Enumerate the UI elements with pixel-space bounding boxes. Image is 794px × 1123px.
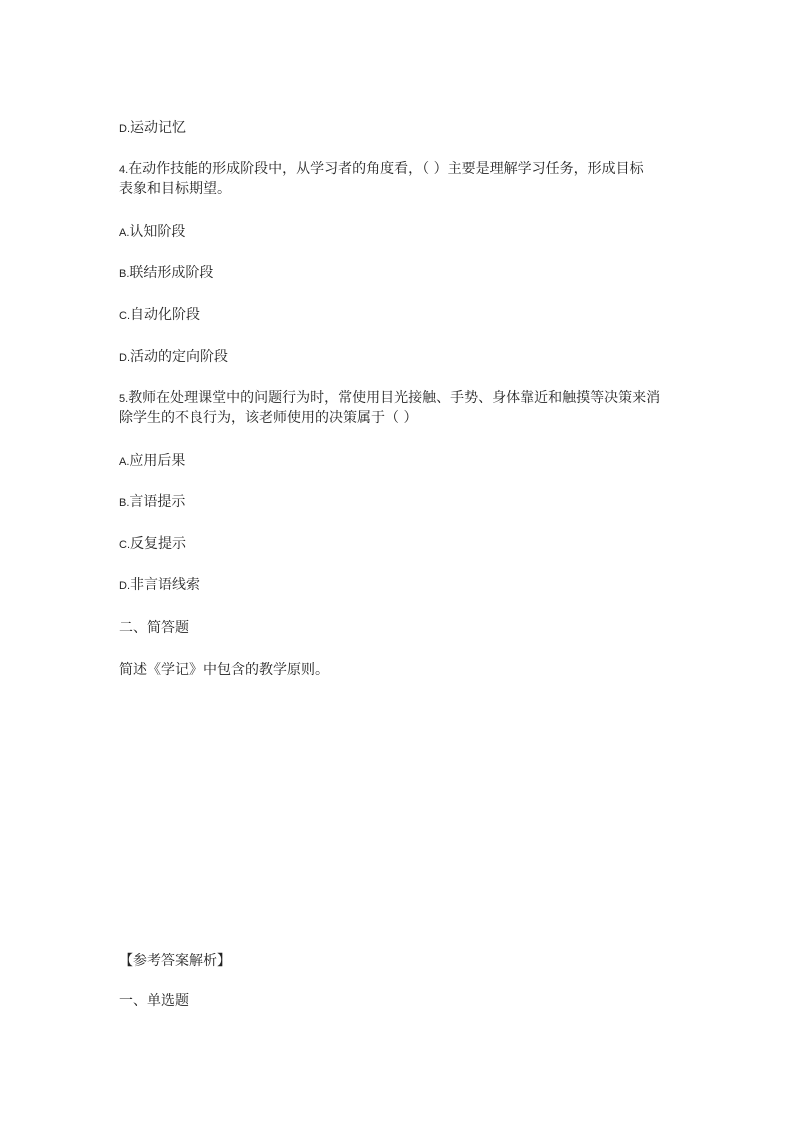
question-number: 5. <box>119 393 129 405</box>
option-prefix: B. <box>119 497 130 509</box>
q5-stem-line1 <box>119 388 679 409</box>
option-text: 运动记忆 <box>130 120 186 136</box>
option-text: 应用后果 <box>129 453 186 469</box>
option-text: 自动化阶段 <box>130 307 200 323</box>
option-prefix: D. <box>119 580 130 592</box>
option-prefix: C. <box>119 310 130 322</box>
option-prefix: D. <box>119 123 130 135</box>
q5-option-a <box>119 451 679 472</box>
question-number: 4. <box>119 164 129 176</box>
q4-stem-line2 <box>119 179 679 199</box>
question-stem: 除学生的不良行为，该老师使用的决策属于（ ） <box>119 410 418 426</box>
q4-option-a <box>119 222 679 243</box>
answers-title: 【参考答案解析】 <box>119 953 231 969</box>
option-prefix: C. <box>119 539 130 551</box>
answers-heading <box>119 951 679 971</box>
option-prefix: A. <box>119 456 130 468</box>
q4-option-b <box>119 263 679 284</box>
option-text: 认知阶段 <box>129 224 186 240</box>
question-stem: 在动作技能的形成阶段中，从学习者的角度看，（ ）主要是理解学习任务，形成目标 <box>128 161 644 177</box>
question-text: 简述《学记》中包含的教学原则。 <box>119 662 329 678</box>
option-prefix: B. <box>119 268 130 280</box>
answers-section-heading <box>119 991 679 1011</box>
short-answer-question <box>119 660 679 680</box>
section-heading-short-answer <box>119 618 679 638</box>
option-text: 反复提示 <box>130 536 186 552</box>
question-stem: 教师在处理课堂中的问题行为时，常使用目光接触、手势、身体靠近和触摸等决策来消 <box>128 390 661 406</box>
option-prefix: D. <box>119 352 130 364</box>
q4-option-d <box>119 347 679 368</box>
q4-stem-line1 <box>119 159 679 180</box>
option-text: 活动的定向阶段 <box>130 349 228 365</box>
q5-stem-line2 <box>119 408 679 428</box>
q5-option-c <box>119 534 679 555</box>
q4-option-c <box>119 305 679 326</box>
option-prefix: A. <box>119 227 130 239</box>
q5-option-d <box>119 575 679 596</box>
section-title: 二、简答题 <box>119 620 189 636</box>
option-text: 联结形成阶段 <box>129 265 214 281</box>
option-text: 非言语线索 <box>130 577 200 593</box>
section-title: 一、单选题 <box>119 993 189 1009</box>
question-stem: 表象和目标期望。 <box>119 181 231 197</box>
option-text: 言语提示 <box>129 494 186 510</box>
q5-option-b <box>119 492 679 513</box>
q3-option-d <box>119 118 679 139</box>
